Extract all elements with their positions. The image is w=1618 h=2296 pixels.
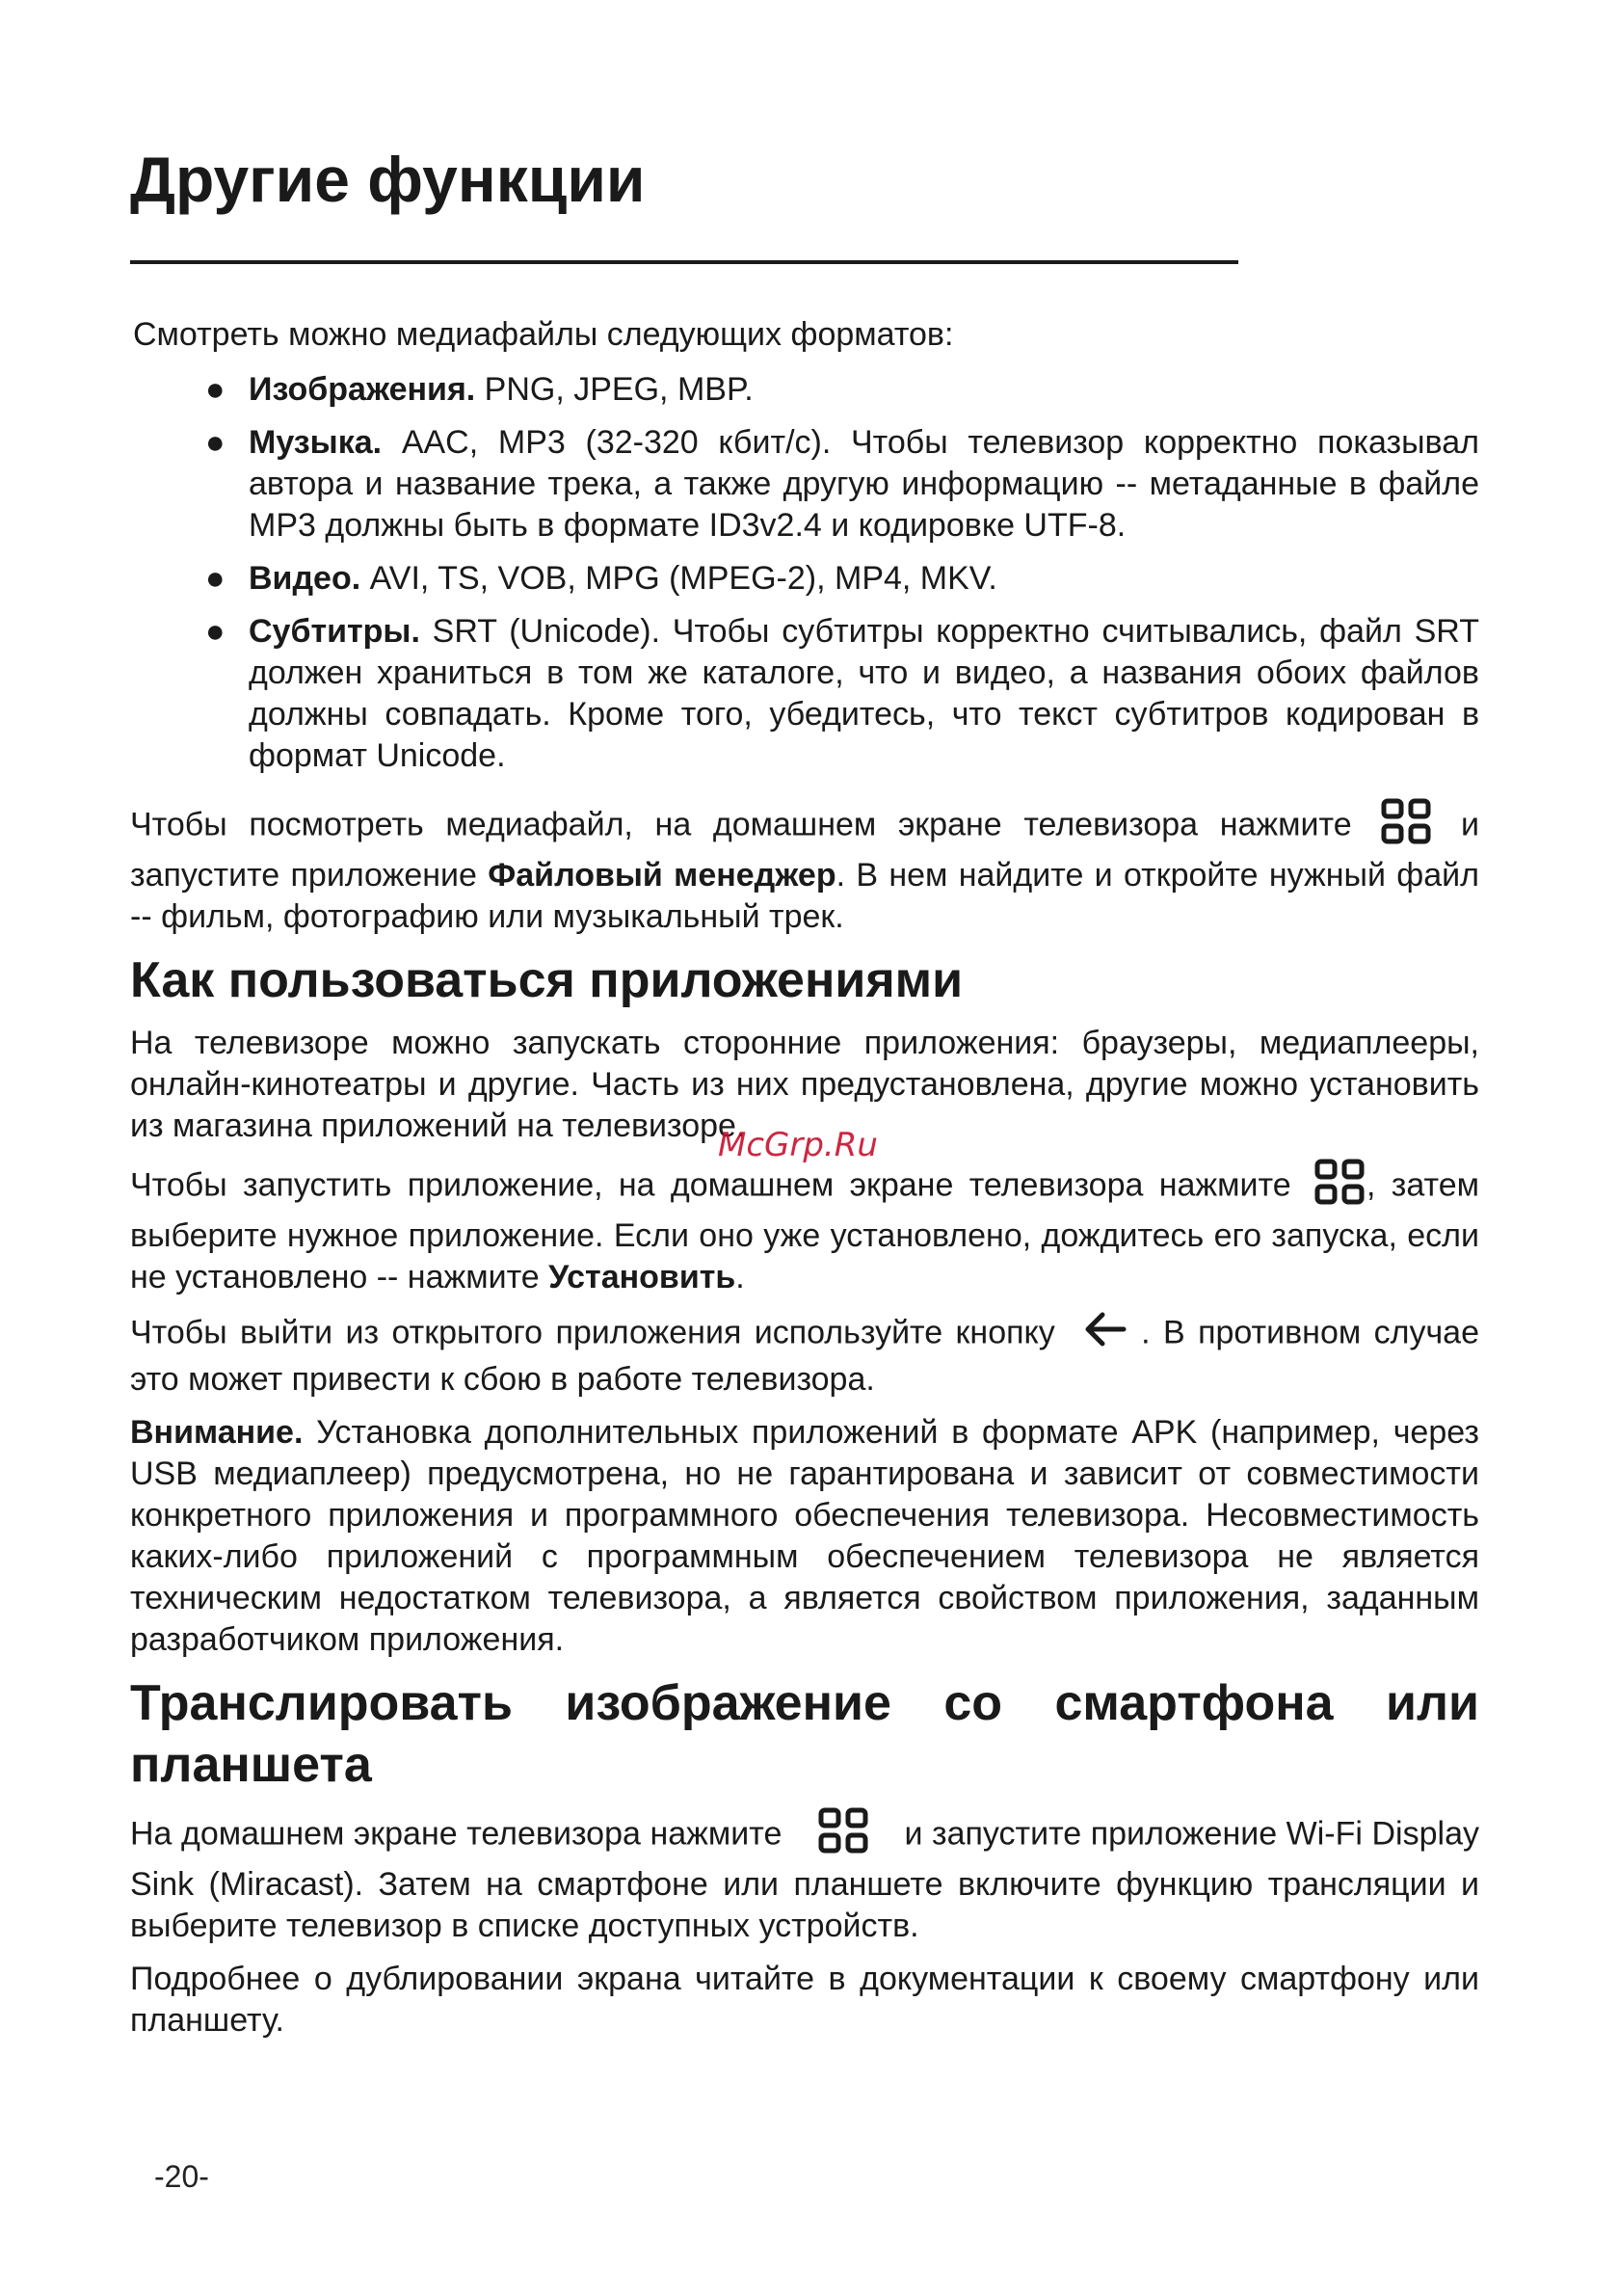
page-title: Другие функции bbox=[130, 144, 646, 215]
view-media-text: Чтобы посмотреть медиафайл, на домашнем экране телевизора нажмите bbox=[130, 806, 1352, 843]
bullet-icon: ● bbox=[205, 613, 225, 650]
format-item-video bbox=[205, 558, 1479, 600]
cast-text: На домашнем экране телевизора нажмите bbox=[130, 1815, 782, 1853]
page-body bbox=[130, 314, 1479, 2053]
warning-label: Внимание. bbox=[130, 1414, 304, 1451]
bullet-icon: ● bbox=[205, 424, 225, 461]
page-number: -20- bbox=[154, 2159, 209, 2194]
warning-text: Установка дополнительных приложений в формате APK (например, через USB медиаплеер) предусмотрена, но не гарантирована и зависит от совместимости конкретного приложения и программного обеспечения телевизора. Несовместимость каких-либо приложений с программным обеспечением телевизора не является техническим недостатком телевизора, а является свойством приложения, заданным разработчиком приложения. bbox=[130, 1414, 1479, 1658]
cast-text-2: и запустите приложение Wi-Fi Display Sink (Miracast). Затем на смартфоне или планшете включите функцию трансляции и выберите телевизор в списке доступных устройств. bbox=[130, 1815, 1479, 1944]
cast-more-paragraph: Подробнее о дублировании экрана читайте в документации к своему смартфону или планшету. bbox=[130, 1961, 1479, 2039]
back-arrow-icon bbox=[1081, 1310, 1127, 1359]
bullet-icon: ● bbox=[205, 560, 225, 597]
bullet-icon: ● bbox=[205, 371, 225, 408]
warning-paragraph bbox=[130, 1412, 1479, 1661]
view-media-paragraph bbox=[130, 798, 1479, 938]
apps-grid-icon bbox=[1381, 798, 1431, 855]
cast-paragraph bbox=[130, 1807, 1479, 1947]
format-label: Видео. bbox=[249, 560, 361, 597]
format-label: Изображения. bbox=[249, 371, 476, 408]
format-text: SRT (Unicode). Чтобы субтитры корректно считывались, файл SRT должен храниться в том же каталоге, что и видео, а названия обоих файлов должны совпадать. Кроме того, убедитесь, что текст субтитров кодирован в формат Unicode. bbox=[249, 613, 1479, 774]
watermark: McGrp.Ru bbox=[718, 1126, 878, 1164]
view-media-text-2: и запустите приложение bbox=[130, 806, 1480, 894]
apps-exit-text: Чтобы выйти из открытого приложения используйте кнопку bbox=[130, 1314, 1055, 1351]
intro-text: Смотреть можно медиафайлы следующих форматов: bbox=[133, 316, 954, 353]
install-label: Установить bbox=[548, 1259, 736, 1295]
apps-exit-paragraph bbox=[130, 1310, 1479, 1401]
file-manager-label: Файловый менеджер bbox=[488, 857, 836, 894]
format-item-images bbox=[205, 369, 1479, 411]
cast-heading: Транслировать изображение со смартфона или планшета bbox=[130, 1675, 1479, 1793]
format-text: PNG, JPEG, MBP. bbox=[475, 371, 754, 408]
format-item-music bbox=[205, 422, 1479, 547]
apps-launch-paragraph bbox=[130, 1159, 1479, 1298]
apps-grid-icon bbox=[818, 1807, 868, 1864]
apps-launch-text: Чтобы запустить приложение, на домашнем экране телевизора нажмите bbox=[130, 1166, 1291, 1204]
apps-launch-text-2: , затем выберите нужное приложение. Если оно уже установлено, дождитесь его запуска, если не установлено -- нажмите bbox=[130, 1166, 1479, 1295]
format-text: AVI, TS, VOB, MPG (MPEG-2), MP4, MKV. bbox=[360, 560, 997, 597]
format-label: Музыка. bbox=[249, 424, 383, 461]
title-underline bbox=[130, 260, 1238, 264]
format-item-subtitles bbox=[205, 611, 1479, 777]
apps-heading: Как пользоваться приложениями bbox=[130, 952, 964, 1008]
formats-list bbox=[130, 369, 1479, 777]
apps-grid-icon bbox=[1314, 1159, 1365, 1215]
format-label: Субтитры. bbox=[249, 613, 420, 650]
apps-intro: На телевизоре можно запускать сторонние приложения: браузеры, медиаплееры, онлайн-кинотеатры и другие. Часть из них предустановлена, другие можно установить из магазина приложений на телевизоре. bbox=[130, 1025, 1479, 1144]
apps-launch-end: . bbox=[735, 1259, 745, 1295]
format-text: AAC, MP3 (32-320 кбит/с). Чтобы телевизор корректно показывал автора и название трека, а также другую информацию -- метаданные в файле MP3 должны быть в формате ID3v2.4 и кодировке UTF-8. bbox=[249, 424, 1479, 544]
apps-exit-text-2: . В противном случае это может привести к сбою в работе телевизора. bbox=[130, 1314, 1479, 1398]
view-media-text-3: . В нем найдите и откройте нужный файл -- фильм, фотографию или музыкальный трек. bbox=[130, 857, 1479, 935]
